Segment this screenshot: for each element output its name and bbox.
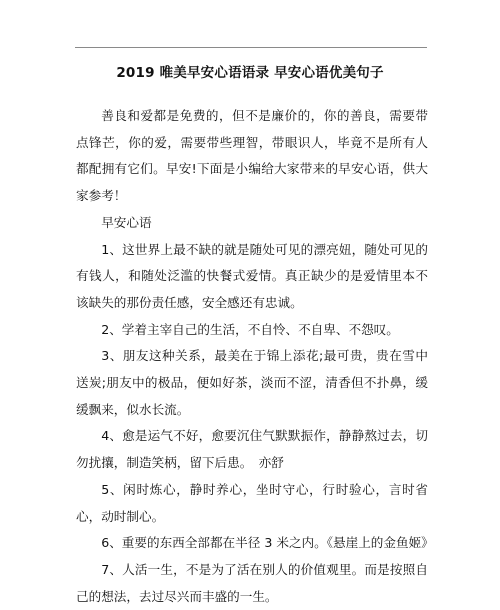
quote-item-7: 7、人活一生，不是为了活在别人的价值观里。而是按照自己的想法，去过尽兴而丰盛的一生。 xyxy=(76,561,428,604)
quote-item-3: 3、朋友这种关系，最美在于锦上添花;最可贵，贵在雪中送炭;朋友中的极品，便如好茶，淡而不涩，清香但不扑鼻，缓缓飘来，似水长流。 xyxy=(76,348,428,417)
header-rule xyxy=(75,47,427,48)
quote-item-1: 1、这世界上最不缺的就是随处可见的漂亮妞，随处可见的有钱人，和随处泛滥的快餐式爱情。真正缺少的是爱情里本不该缺失的那份责任感，安全感还有忠诚。 xyxy=(76,241,428,310)
section-heading: 早安心语 xyxy=(101,214,152,230)
document-body xyxy=(76,103,434,610)
quote-item-6: 6、重要的东西全部都在半径 3 米之内。《悬崖上的金鱼姬》 xyxy=(101,535,434,551)
quote-item-4: 4、愈是运气不好，愈要沉住气默默振作，静静熬过去，切勿扰攘，制造笑柄，留下后患。 亦舒 xyxy=(76,428,428,471)
quote-item-2: 2、学着主宰自己的生活，不自怜、不自卑、不怨叹。 xyxy=(101,321,399,337)
intro-paragraph: 善良和爱都是免费的，但不是廉价的，你的善良，需要带点锋芒，你的爱，需要带些理智，带眼识人，毕竟不是所有人都配拥有它们。早安!下面是小编给大家带来的早安心语，供大家参考！ xyxy=(76,108,428,204)
document-title: 2019 唯美早安心语语录 早安心语优美句子 xyxy=(116,65,384,81)
quote-item-5: 5、闲时炼心，静时养心，坐时守心，行时验心，言时省心，动时制心。 xyxy=(76,481,428,524)
